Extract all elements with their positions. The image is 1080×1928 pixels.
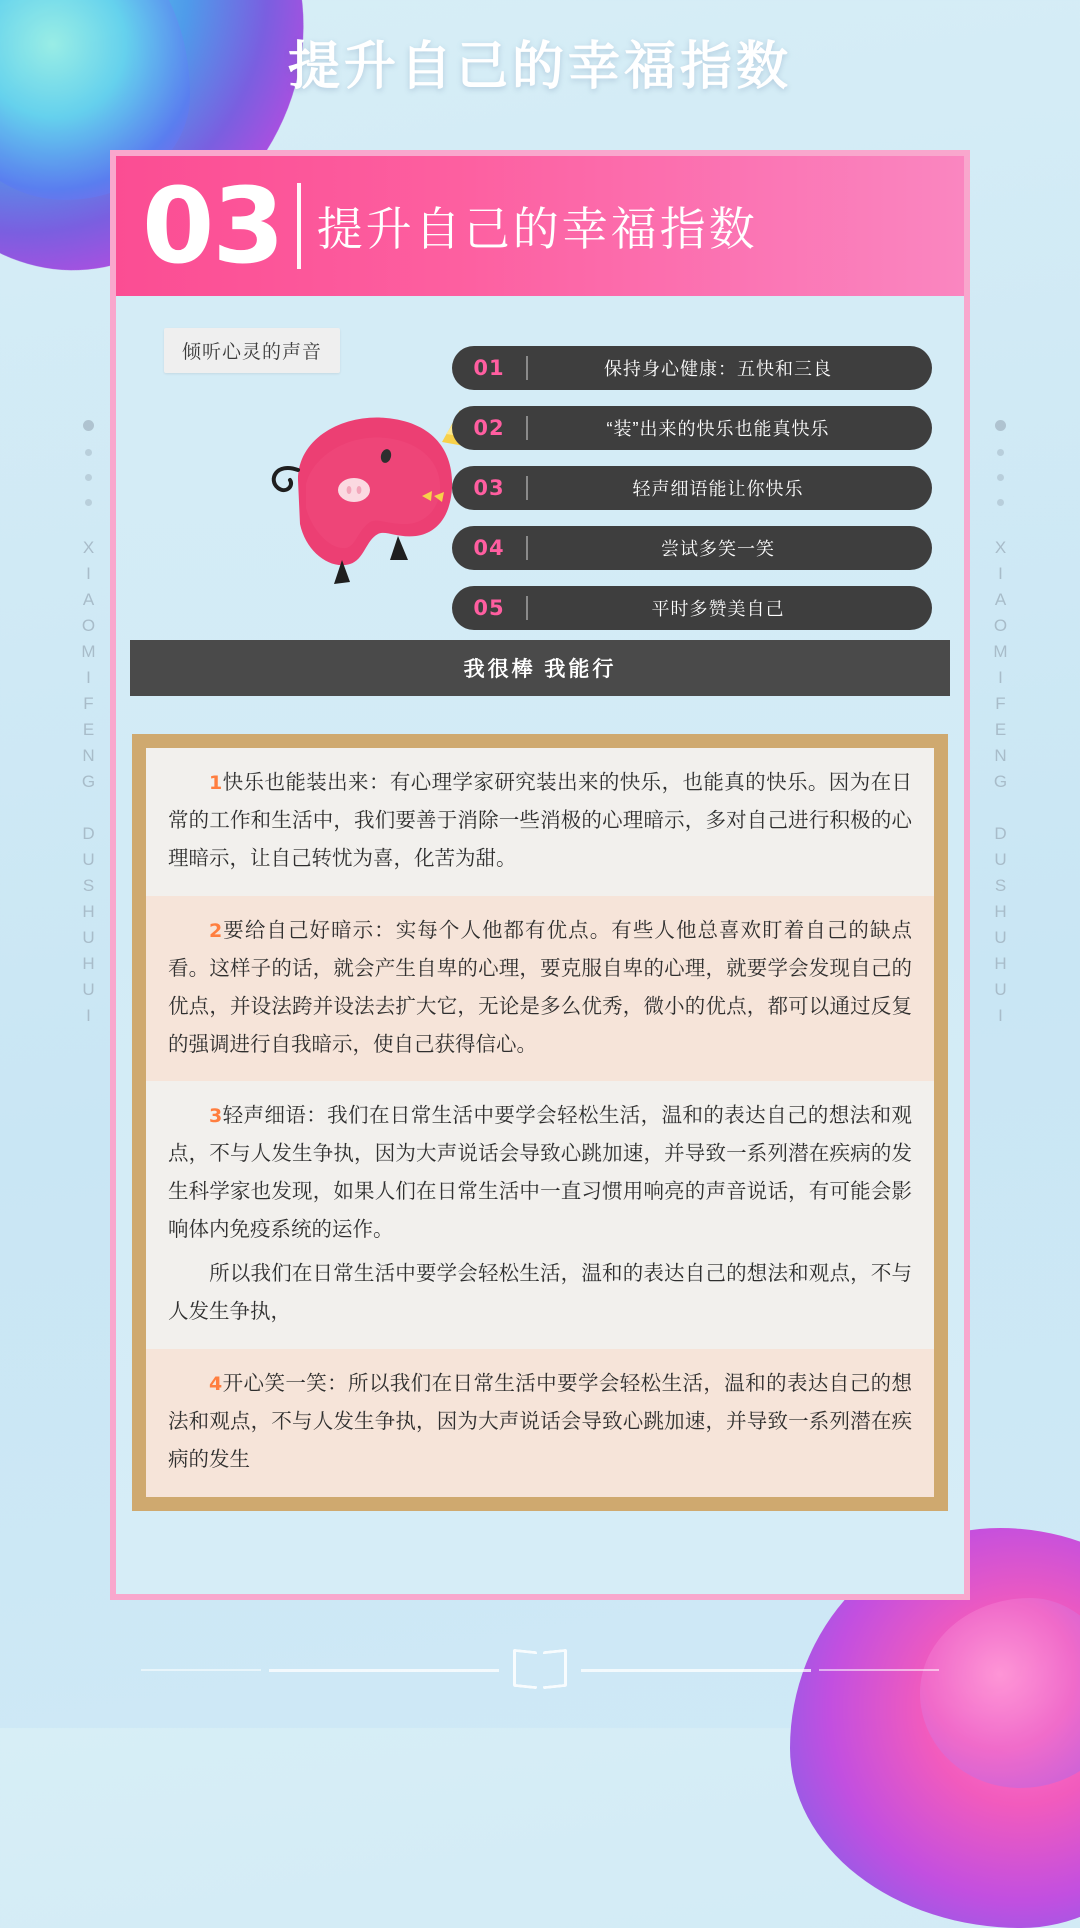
listen-tag: 倾听心灵的声音	[164, 328, 340, 373]
paragraph	[146, 748, 934, 896]
paragraph-text: 开心笑一笑：所以我们在日常生活中要学会轻松生活，温和的表达自己的想法和观点，不与人发生争执，因为大声说话会导致心跳加速，并导致一系列潜在疾病的发生	[168, 1370, 912, 1471]
list-item[interactable]	[452, 466, 932, 510]
watermark-text-right: XIAOMIFENG DUSHUHUI	[991, 538, 1010, 1032]
list-item-label: 平时多赞美自己	[651, 599, 785, 619]
list-item-label: 尝试多笑一笑	[661, 539, 775, 559]
header-divider	[297, 183, 301, 269]
paragraph-index: 2	[209, 919, 223, 942]
dot	[997, 449, 1004, 456]
footer-line	[269, 1669, 499, 1672]
paragraph	[146, 1081, 934, 1349]
paragraph	[146, 896, 934, 1082]
section-header	[116, 156, 964, 296]
footer-decoration	[0, 1650, 1080, 1690]
list-item-label: “装”出来的快乐也能真快乐	[606, 419, 830, 439]
dot	[85, 474, 92, 481]
dot	[997, 499, 1004, 506]
paragraph-index: 3	[209, 1105, 223, 1128]
list-item[interactable]	[452, 346, 932, 390]
list-item[interactable]	[452, 526, 932, 570]
paragraph-text: 快乐也能装出来：有心理学家研究装出来的快乐，也能真的快乐。因为在日常的工作和生活中，我们要善于消除一些消极的心理暗示，多对自己进行积极的心理暗示，让自己转忧为喜，化苦为甜。	[168, 770, 912, 870]
book-icon	[513, 1650, 567, 1690]
paragraph-index: 4	[209, 1372, 223, 1395]
content-card	[110, 150, 970, 1600]
footer-line	[581, 1669, 811, 1672]
side-decoration-left	[68, 420, 108, 1032]
dot	[85, 449, 92, 456]
article-body	[132, 734, 948, 1511]
footer-line	[819, 1669, 939, 1671]
paragraph	[146, 1349, 934, 1497]
list-item-number: 03	[473, 476, 505, 500]
slogan-banner: 我很棒 我能行	[130, 640, 950, 696]
section-title: 提升自己的幸福指数	[316, 202, 758, 256]
list-item[interactable]	[452, 406, 932, 450]
list-item-number: 04	[473, 536, 505, 560]
content-card-inner	[116, 156, 964, 1594]
list-item-number: 05	[473, 596, 505, 620]
paragraph-text: 轻声细语：我们在日常生活中要学会轻松生活，温和的表达自己的想法和观点，不与人发生争执，因为大声说话会导致心跳加速，并导致一系列潜在疾病的发生科学家也发现，如果人们在日常生活中一直习惯用响亮的声音说话，有可能会影响体内免疫系统的运作。	[168, 1103, 912, 1242]
dot	[83, 420, 94, 431]
watermark-text-left: XIAOMIFENG DUSHUHUI	[79, 538, 98, 1032]
list-item-label: 保持身心健康：五快和三良	[604, 359, 832, 379]
paragraph-index: 1	[209, 772, 223, 794]
list-item-label: 轻声细语能让你快乐	[632, 479, 804, 499]
list-item[interactable]	[452, 586, 932, 630]
footer-line	[141, 1669, 261, 1671]
dot	[997, 474, 1004, 481]
paragraph-text: 所以我们在日常生活中要学会轻松生活，温和的表达自己的想法和观点，不与人发生争执，	[168, 1261, 912, 1324]
page-title: 提升自己的幸福指数	[287, 36, 792, 97]
topic-list	[452, 346, 932, 646]
dot	[85, 499, 92, 506]
list-item-number: 01	[473, 356, 505, 380]
section-number: 03	[142, 165, 283, 287]
paragraph-text: 要给自己好暗示：实每个人他都有优点。有些人他总喜欢盯着自己的缺点看。这样子的话，就会产生自卑的心理，要克服自卑的心理，就要学会发现自己的优点，并设法跨并设法去扩大它，无论是多么优秀，微小的优点，都可以通过反复的强调进行自我暗示，使自己获得信心。	[168, 917, 912, 1056]
list-item-number: 02	[473, 416, 505, 440]
side-decoration-right	[980, 420, 1020, 1032]
dot	[995, 420, 1006, 431]
